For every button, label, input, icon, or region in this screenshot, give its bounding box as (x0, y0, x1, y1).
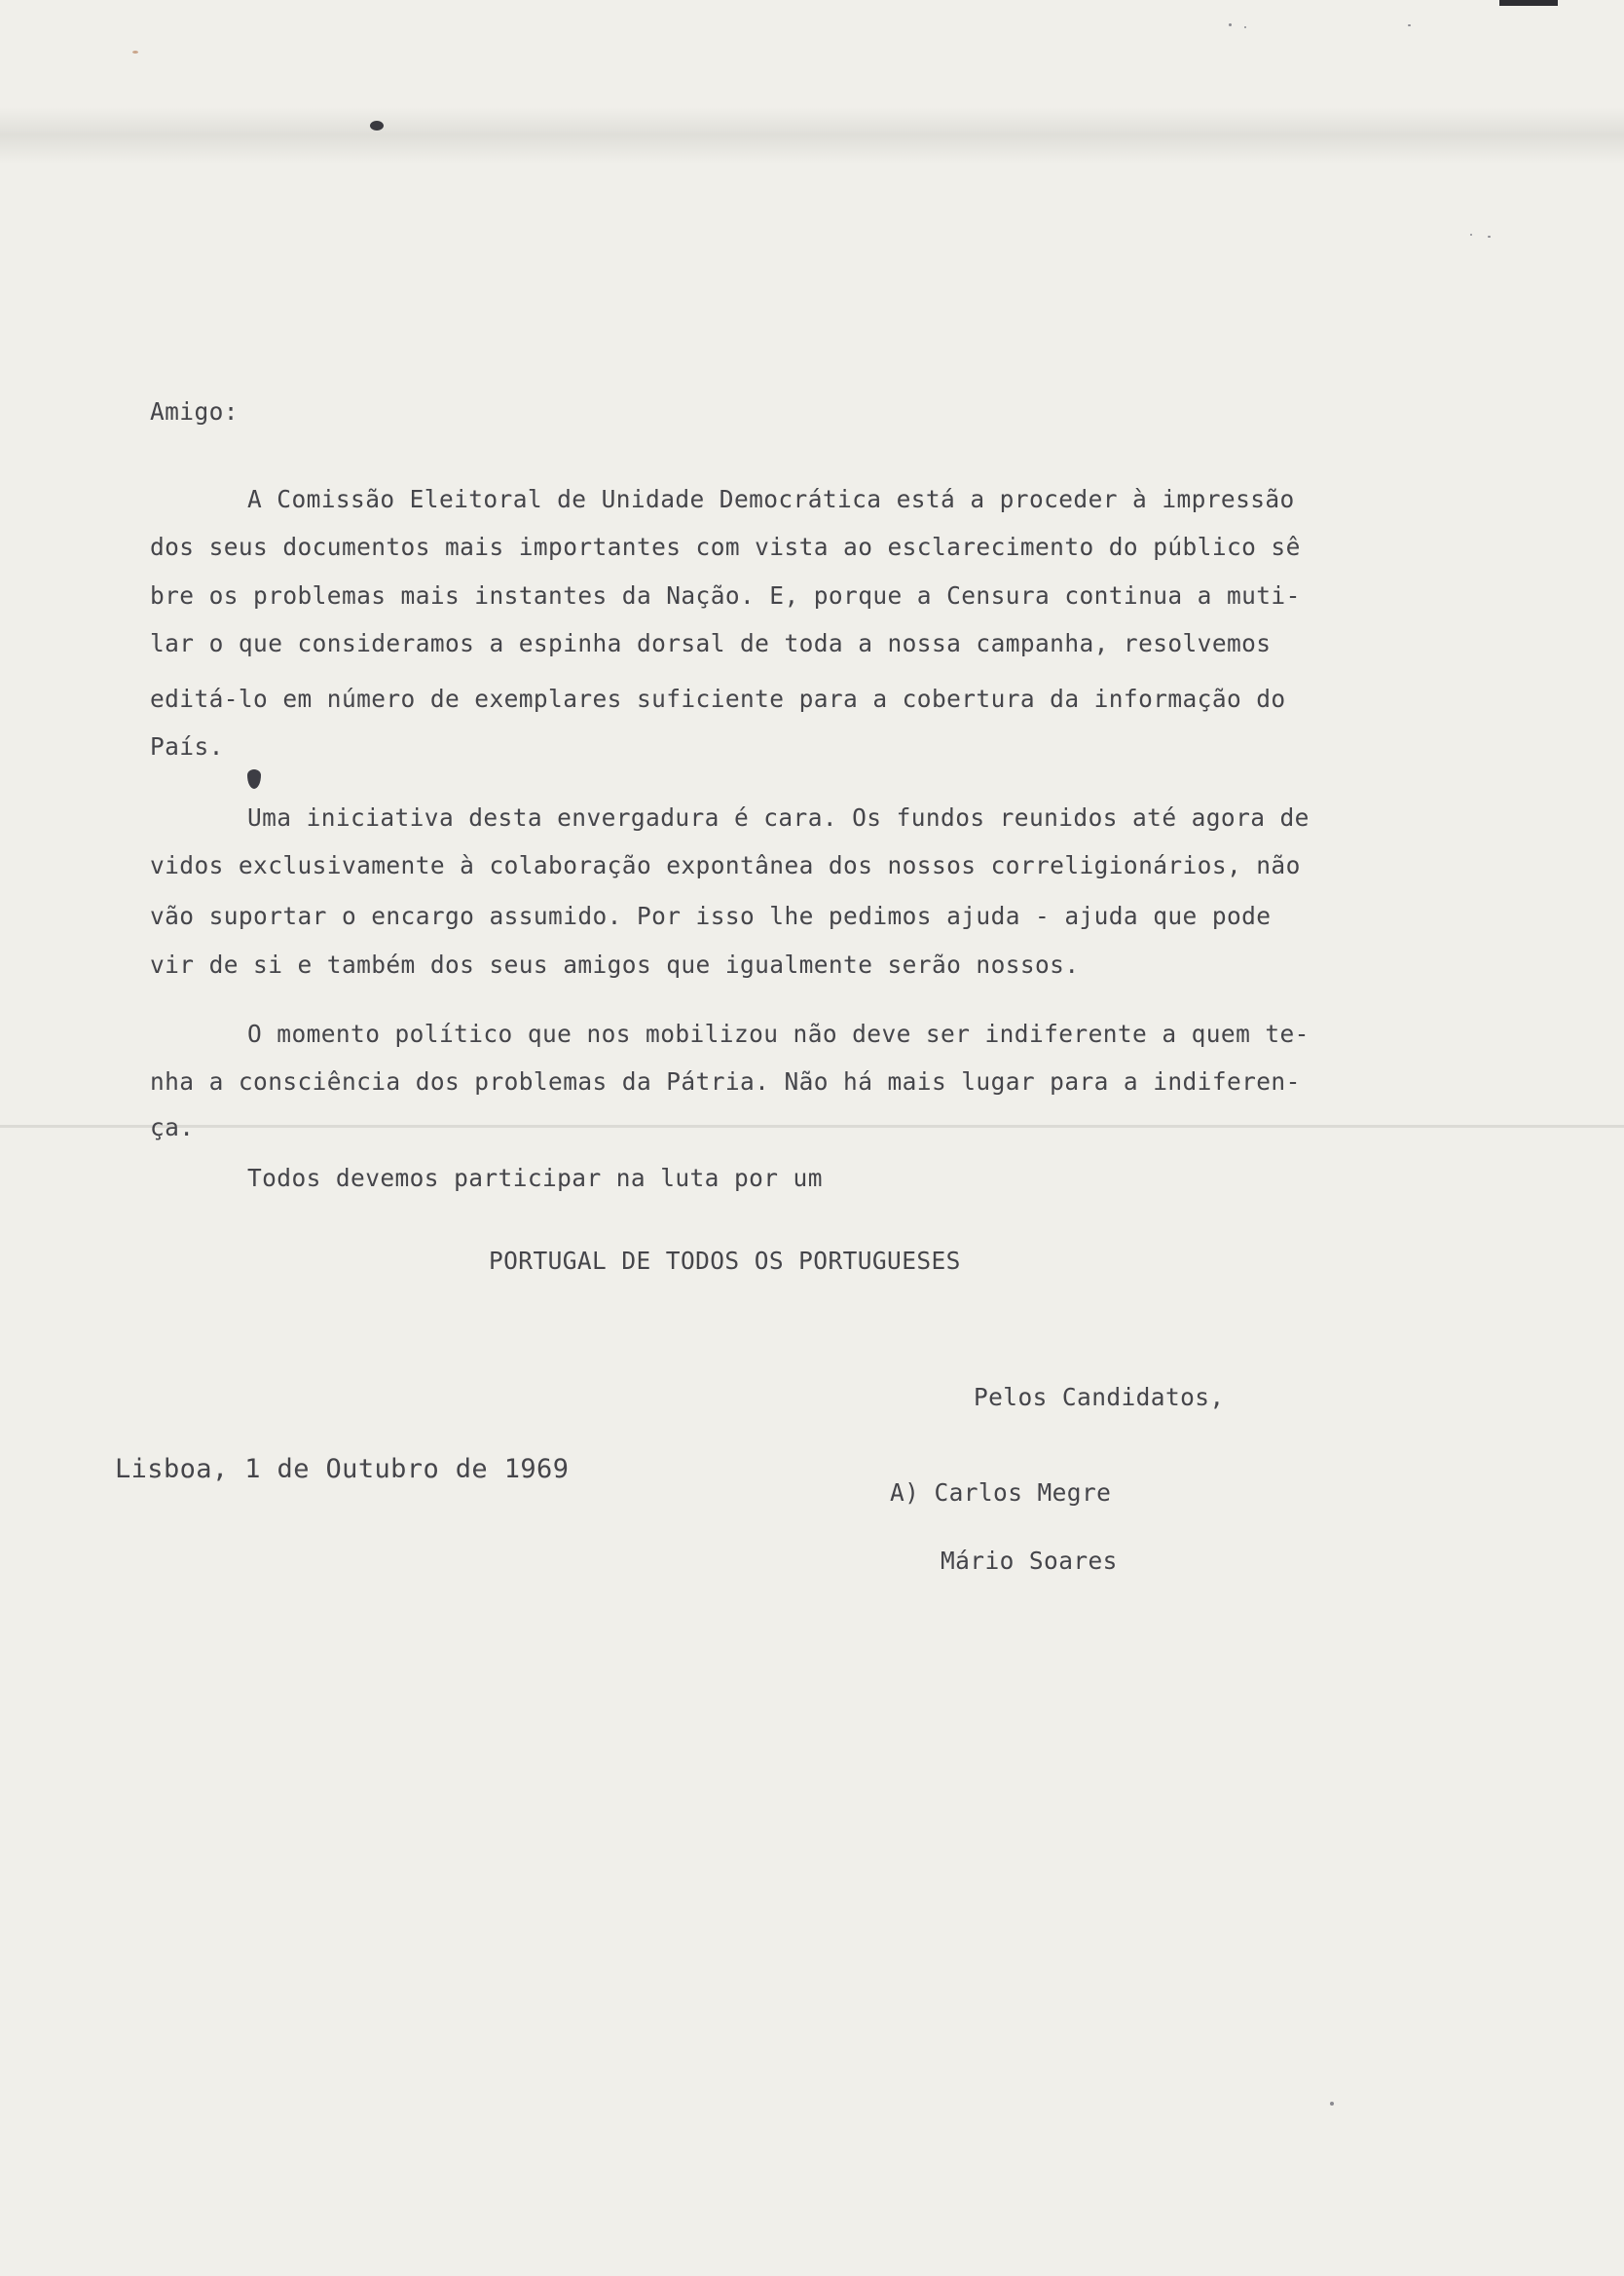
scan-band (0, 107, 1624, 164)
paragraph2-line1: Uma iniciativa desta envergadura é cara. Os fundos reunidos até agora de (247, 803, 1310, 832)
signatory-1: A) Carlos Megre (890, 1478, 1112, 1507)
salutation: Amigo: (150, 397, 239, 426)
paragraph1-line5: editá-lo em número de exemplares suficiente para a cobertura da informação do (150, 685, 1286, 713)
ink-blot (370, 121, 384, 131)
corner-mark (1499, 0, 1558, 6)
paragraph1-line1: A Comissão Eleitoral de Unidade Democrática está a proceder à impressão (247, 485, 1295, 513)
paragraph2-line3: vão suportar o encargo assumido. Por isso lhe pedimos ajuda - ajuda que pode (150, 902, 1272, 930)
paragraph3-line3: ça. (150, 1113, 195, 1141)
paragraph1-line3: bre os problemas mais instantes da Nação. E, porque a Censura continua a muti- (150, 581, 1301, 610)
closing: Pelos Candidatos, (974, 1383, 1225, 1411)
paper-fold-line (0, 1125, 1624, 1128)
ink-mark (247, 769, 261, 789)
paragraph2-line4: vir de si e também dos seus amigos que igualmente serão nossos. (150, 951, 1080, 979)
paragraph1-line2: dos seus documentos mais importantes com vista ao esclarecimento do público sê (150, 533, 1301, 561)
motto: PORTUGAL DE TODOS OS PORTUGUESES (489, 1247, 961, 1275)
paragraph3-line1: O momento político que nos mobilizou não deve ser indiferente a quem te- (247, 1020, 1310, 1048)
paragraph4: Todos devemos participar na luta por um (247, 1164, 823, 1192)
paragraph2-line2: vidos exclusivamente à colaboração expontânea dos nossos correligionários, não (150, 851, 1301, 879)
signatory-2: Mário Soares (941, 1547, 1118, 1575)
paragraph1-line4: lar o que consideramos a espinha dorsal de toda a nossa campanha, resolvemos (150, 629, 1272, 657)
place-date: Lisboa, 1 de Outubro de 1969 (115, 1454, 570, 1484)
paragraph3-line2: nha a consciência dos problemas da Pátria. Não há mais lugar para a indiferen- (150, 1067, 1301, 1096)
paragraph1-line6: País. (150, 732, 224, 761)
